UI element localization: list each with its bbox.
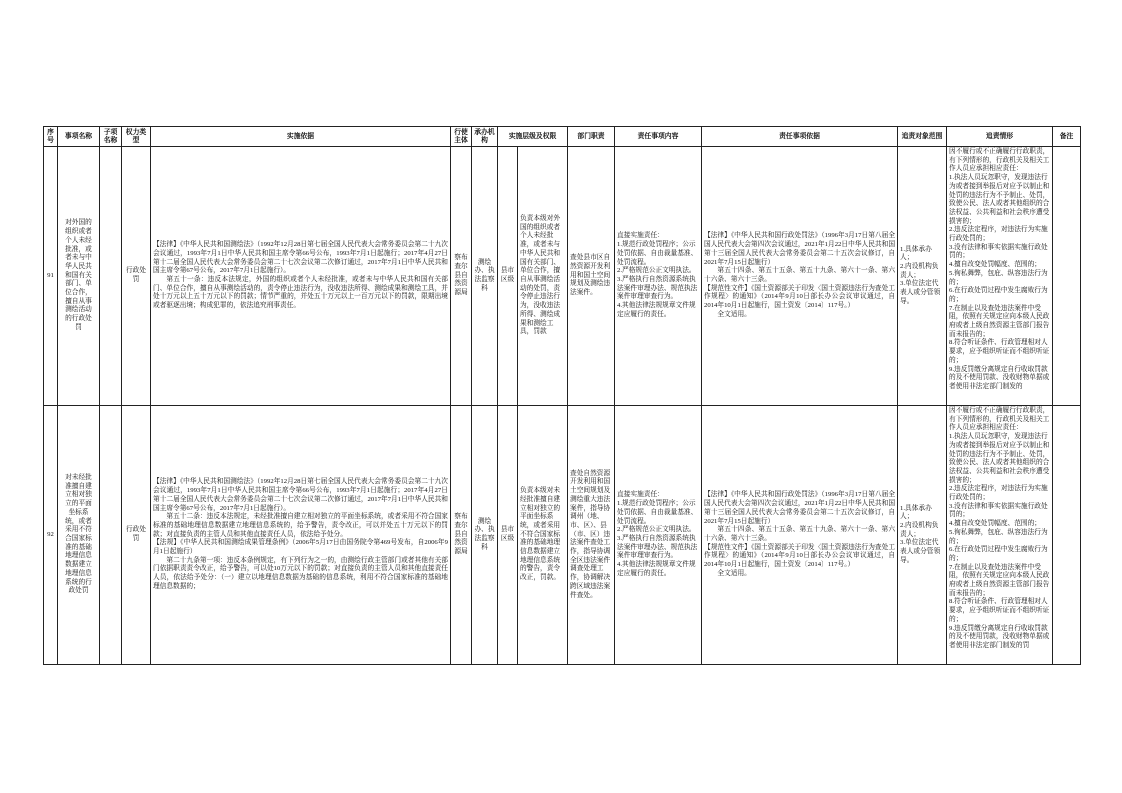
cell-accountability: 因不履行或不正确履行行政职责，有下列情形的，行政机关及相关工作人员应承担相应责任： 1.执法人员玩忽职守，发现违法行为或者接到举报后对应予以制止和处罚的违法行为不予制止、处罚，致使公民、法人或者其他组织的合法权益、公共利益和社会秩序遭受损害的； 2.违反法定程序，对违法行为实施行政处罚的； 3.没有法律和事实依据实施行政处罚的； 4.擅自改变处罚幅度、范围的； 5.徇私舞弊，包庇、纵容违法行为的； 6.在行政处罚过程中发生腐败行为的； 7.在制止以及查处违法案件中受阻，依照有关规定应向本级人民政府或者上级自然资源主管部门报告而未报告的； 8.符合听证条件、行政管理相对人要求，应予组织听证而不组织听证的； 9.违反罚缴分离规定自行收取罚款的及不使用罚款、没收财物单据或者使用非法定部门制发的 xyxy=(947,147,1053,406)
cell-seq: 91 xyxy=(44,147,58,406)
header-accountable: 追责对象范围 xyxy=(898,127,947,147)
cell-subject: 察布查尔县自然资源局 xyxy=(451,147,472,406)
cell-subject: 察布查尔县自然资源局 xyxy=(451,406,472,665)
cell-power-type: 行政处罚 xyxy=(122,406,151,665)
header-duty: 部门职责 xyxy=(568,127,615,147)
cell-level: 县市区级 xyxy=(498,147,518,406)
header-basis: 实施依据 xyxy=(151,127,451,147)
cell-accountability: 因不履行或不正确履行行政职责，有下列情形的，行政机关及相关工作人员应承担相应责任： 1.执法人员玩忽职守，发现违法行为或者接到举报后对应予以制止和处罚的违法行为不予制止、处罚，致使公民、法人或者其他组织的合法权益、公共利益和社会秩序遭受损害的； 2.违反法定程序，对违法行为实施行政处罚的； 3.没有法律和事实依据实施行政处罚的； 4.擅自改变处罚幅度、范围的； 5.徇私舞弊，包庇、纵容违法行为的； 6.在行政处罚过程中发生腐败行为的； 7.在制止以及查处违法案件中受阻，依照有关规定应向本级人民政府或者上级自然资源主管部门报告而未报告的； 8.符合听证条件、行政管理相对人要求，应予组织听证而不组织听证的； 9.违反罚缴分离规定自行收取罚款的及不使用罚款，没收财物单据或者使用非法定部门制发的罚 xyxy=(947,406,1053,665)
cell-basis: 【法律】《中华人民共和国测绘法》（1992年12月28日第七届全国人民代表大会常务委员会第二十九次会议通过，1993年7月1日中华人民共和国主席令第66号公布，1993年7月1日起施行；2017年4月27日第十二届全国人民代表大会常务委员会第二十七次会议第二次修订通过，2017年7月1日中华人民共和国主席令第67号公布，2017年7月1日起施行）。 第五十二条：违反本法规定，未经批准擅自建立相对独立的平面坐标系统，或者采用不符合国家标准的基础地理信息数据建立地理信息系统的，给予警告，责令改正，可以并处五十万元以下的罚款；对直接负责的主管人员和其他直接责任人员，依法给予处分。 【法规】《中华人民共和国测绘成果管理条例》（2006年5月17日由国务院令第469号发布，自2006年9月1日起施行） 第二十九条第一项：违反本条例规定，有下列行为之一的，由测绘行政主管部门或者其他有关部门依据职责责令改正，给予警告，可以处10万元以下的罚款；对直接负责的主管人员和其他直接责任人员，依法给予处分：（一）建立以地理信息数据为基础的信息系统，利用不符合国家标准的基础地理信息数据的； xyxy=(151,406,451,665)
cell-responsibility: 直接实施责任： 1.规范行政处罚程序；公示处罚依据、自由裁量基准、处罚流程。 2.严格规范公正文明执法。 3.严格执行自然资源系统执法案件审理办法、规范执法案件审理审查行为。 4.其他法律法规规章文件规定应履行的责任。 xyxy=(615,406,702,665)
cell-accountable: 1.具体承办人； 2.内设机构负责人； 3.单位法定代表人或分管领导。 xyxy=(898,147,947,406)
cell-sub-item xyxy=(100,147,122,406)
table-row xyxy=(44,406,1081,665)
table-row xyxy=(44,147,1081,406)
cell-note xyxy=(1053,406,1081,665)
header-sub-item: 子项名称 xyxy=(100,127,122,147)
cell-seq: 92 xyxy=(44,406,58,665)
header-accountability: 追责情形 xyxy=(947,127,1053,147)
header-seq: 序号 xyxy=(44,127,58,147)
header-office: 承办机构 xyxy=(472,127,498,147)
cell-basis: 【法律】《中华人民共和国测绘法》（1992年12月28日第七届全国人民代表大会常务委员会第二十九次会议通过，1993年7月1日中华人民共和国主席令第66号公布，1993年7月1日起施行；2017年4月27日第十二届全国人民代表大会常务委员会第二十七次会议第二次修订通过，2017年7月1日中华人民共和国主席令第67号公布，2017年7月1日起施行）。 第五十一条：违反本法规定，外国的组织或者个人未经批准，或者未与中华人民共和国有关部门、单位合作，擅自从事测绘活动的，责令停止违法行为，没收违法所得、测绘成果和测绘工具，并处十万元以上五十万元以下的罚款；情节严重的，并处五十万元以上一百万元以下的罚款，限期出境或者驱逐出境；构成犯罪的，依法追究刑事责任。 xyxy=(151,147,451,406)
cell-authority: 负责本级对未经批准擅自建立相对独立的平面坐标系统，或者采用不符合国家标准的基础地理信息数据建立地理信息系统的警告，责令改正，罚款。 xyxy=(518,406,568,665)
power-list-table xyxy=(43,126,1081,665)
header-note: 备注 xyxy=(1053,127,1081,147)
cell-responsibility-basis: 【法律】《中华人民共和国行政处罚法》（1996年3月17日第八届全国人民代表大会第四次会议通过，2021年1月22日中华人民共和国第十三届全国人民代表大会常务委员会第二十五次会议修订，自2021年7月15日起施行） 第五十四条、第五十五条、第五十九条、第六十一条、第六十六条、第六十三条。 【规范性文件】《国土资源部关于印发〈国土资源违法行为查处工作规程〉的通知》（2014年9月10日部长办公会议审议通过，自2014年10月1日起施行，国土资发〔2014〕117号。） 全文适用。 xyxy=(702,147,898,406)
cell-duty: 查处县市区自然资源开发利用和国土空间规划及测绘违法案件。 xyxy=(568,147,615,406)
cell-responsibility-basis: 【法律】《中华人民共和国行政处罚法》（1996年3月17日第八届全国人民代表大会第四次会议通过，2021年1月22日中华人民共和国第十三届全国人民代表大会常务委员会第二十五次会议修订，自2021年7月15日起施行） 第五十四条、第五十五条、第五十九条、第六十一条、第六十六条、第六十三条。 【规范性文件】《国土资源部关于印发〈国土资源违法行为查处工作规程〉的通知》（2014年9月10日部长办公会议审议通过，自2014年10月1日起施行，国土资发〔2014〕117号。） 全文适用。 xyxy=(702,406,898,665)
header-responsibility: 责任事项内容 xyxy=(615,127,702,147)
header-item-name: 事项名称 xyxy=(58,127,100,147)
cell-item-name: 对外国的组织或者个人未经批准，或者未与中华人民共和国有关部门、单位合作，擅自从事测绘活动的行政处罚 xyxy=(58,147,100,406)
cell-note xyxy=(1053,147,1081,406)
cell-duty: 查处自然资源开发利用和国土空间规划及测绘重大违法案件，指导协调州（地、市、区）、县（市、区）违法案件查处工作，指导协调全区违法案件调查处理工作，协调解决跨区域违法案件查处。 xyxy=(568,406,615,665)
cell-accountable: 1.具体承办人； 2.内设机构负责人； 3.单位法定代表人或分管领导。 xyxy=(898,406,947,665)
header-power-type: 权力类型 xyxy=(122,127,151,147)
cell-office: 测绘办、执法监察科 xyxy=(472,406,498,665)
cell-responsibility: 直接实施责任： 1.规范行政处罚程序；公示处罚依据、自由裁量基准、处罚流程。 2.严格规范公正文明执法。 3.严格执行自然资源系统执法案件审理办法、规范执法案件审理审查行为。 4.其他法律法规规章文件规定应履行的责任。 xyxy=(615,147,702,406)
cell-sub-item xyxy=(100,406,122,665)
cell-office: 测绘办、执法监察科 xyxy=(472,147,498,406)
cell-item-name: 对未经批准擅自建立相对独立的平面坐标系统，或者采用不符合国家标准的基础地理信息数据建立地理信息系统的行政处罚 xyxy=(58,406,100,665)
header-row xyxy=(44,127,1081,147)
cell-authority: 负责本级对外国的组织或者个人未经批准，或者未与中华人民共和国有关部门、单位合作，擅自从事测绘活动的处罚，责令停止违法行为，没收违法所得、测绘成果和测绘工具，罚款 xyxy=(518,147,568,406)
cell-power-type: 行政处罚 xyxy=(122,147,151,406)
header-level-authority: 实施层级及权限 xyxy=(498,127,568,147)
header-responsibility-basis: 责任事项依据 xyxy=(702,127,898,147)
header-subject: 行使主体 xyxy=(451,127,472,147)
cell-level: 县市区级 xyxy=(498,406,518,665)
